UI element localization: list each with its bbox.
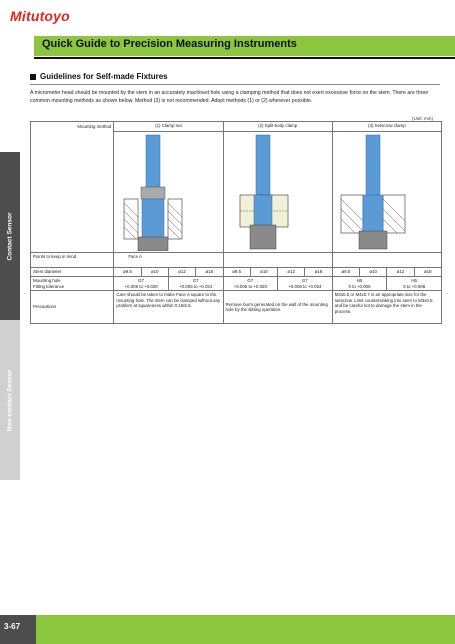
precautions-label: Precautions [31, 291, 114, 324]
title-divider [34, 57, 455, 59]
mounting-hole-label [31, 277, 114, 291]
precaution-setscrew-clamp: M3x0.5 or M4x0.7 is an appropriate size for the setscrew. Limit countersinking into stem to M3x0.5 and be careful not to damage the stem in the process. [332, 291, 441, 324]
side-tab-contact-label: Contact Sensor [6, 211, 14, 261]
page-number: 3-67 [4, 622, 21, 631]
stem-diameter-cell: ø10 [250, 268, 277, 277]
fit-cell: H5 0 to +0.008 [387, 277, 442, 291]
fit-cell: G7 +0.006 to +0.024 [278, 277, 333, 291]
section-divider [30, 84, 440, 85]
method-header-clamp-nut: (1) Clamp nut [114, 122, 223, 132]
figure-setscrew-clamp [332, 132, 441, 253]
side-tab-non-contact-label: Non-contact Sensor [6, 369, 14, 431]
footer-bar [0, 615, 455, 644]
stem-diameter-cell: ø12 [387, 268, 414, 277]
page-title: Quick Guide to Precision Measuring Instruments [42, 38, 297, 50]
section-heading [30, 72, 168, 81]
face-a-label: Face A [114, 253, 223, 268]
precaution-clamp-nut: Care should be taken to make Face A square to the mounting hole. The stem can be clamped without any problem at squareness within 0.16/6.5. [114, 291, 223, 324]
unit-label: (Unit: mm) [412, 116, 433, 121]
mounting-method-label: Mounting method [31, 122, 114, 253]
stem-diameter-cell: ø9.5 [223, 268, 250, 277]
fit-cell: G7 +0.005 to +0.020 [223, 277, 278, 291]
points-label: Points to keep in mind [31, 253, 114, 268]
stem-diameter-cell: ø9.5 [114, 268, 141, 277]
precaution-split-body-clamp: Remove burrs generated on the wall of the mounting hole by the slitting operation. [223, 291, 332, 324]
stem-diameter-cell: ø18 [196, 268, 223, 277]
figure-split-body-clamp [223, 132, 332, 253]
stem-diameter-cell: ø9.5 [332, 268, 359, 277]
stem-diameter-label: Stem diameter [31, 268, 114, 277]
mounting-guide-table [30, 121, 442, 324]
stem-diameter-cell: ø18 [305, 268, 332, 277]
side-tab-contact-sensor[interactable] [0, 152, 20, 320]
fitting-tolerance-text: Fitting tolerance [33, 283, 65, 289]
method-header-setscrew-clamp: (3) Setscrew clamp [332, 122, 441, 132]
side-tab-non-contact-sensor[interactable] [0, 320, 20, 480]
intro-paragraph: A micrometer head should be mounted by the stem in an accurately machined hole using a clamping method that does not exert excessive force on the stem. There are three common mounting methods as shown below. Method (3) is not recommended. Adopt methods (1) or (2) wherever possible. [30, 90, 429, 104]
fit-cell: H5 0 to +0.006 [332, 277, 387, 291]
stem-diameter-cell: ø10 [141, 268, 168, 277]
bullet-square-icon [30, 74, 36, 80]
stem-diameter-cell: ø12 [278, 268, 305, 277]
method-header-split-body-clamp: (2) Split-body clamp [223, 122, 332, 132]
points-cell-split [223, 253, 332, 268]
fit-cell: G7 +0.006 to +0.024 [168, 277, 223, 291]
fit-cell: G7 +0.005 to +0.020 [114, 277, 169, 291]
stem-diameter-cell: ø10 [360, 268, 387, 277]
stem-diameter-cell: ø12 [168, 268, 195, 277]
points-cell-setscrew [332, 253, 441, 268]
mounting-hole-text: Mounting hole [33, 278, 61, 283]
section-heading-text: Guidelines for Self-made Fixtures [40, 72, 168, 81]
figure-clamp-nut [114, 132, 223, 253]
mitutoyo-logo: Mitutoyo [10, 8, 70, 24]
stem-diameter-cell: ø18 [414, 268, 441, 277]
